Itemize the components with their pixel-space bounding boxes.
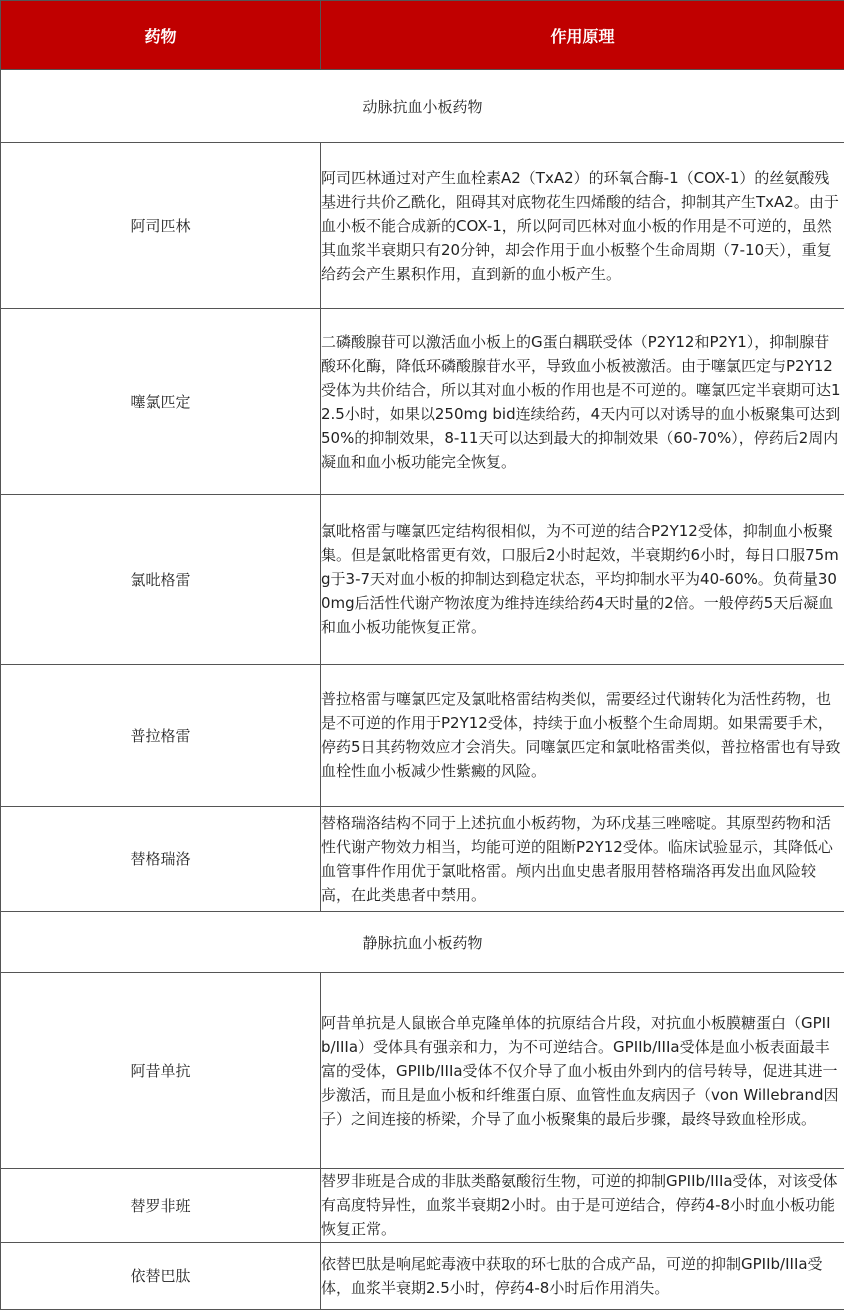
drug-name: 阿昔单抗	[1, 973, 321, 1169]
drug-name: 替格瑞洛	[1, 806, 321, 912]
table-row	[1, 664, 844, 806]
drug-name: 噻氯匹定	[1, 309, 321, 495]
table-row	[1, 1242, 844, 1309]
drug-mechanism: 替格瑞洛结构不同于上述抗血小板药物，为环戊基三唑嘧啶。其原型药物和活性代谢产物效力相当，均能可逆的阻断P2Y12受体。临床试验显示，其降低心血管事件作用优于氯吡格雷。颅内出血史患者服用替格瑞洛再发出血风险较高，在此类患者中禁用。	[321, 806, 844, 912]
drug-name: 氯吡格雷	[1, 495, 321, 665]
drug-mechanism: 替罗非班是合成的非肽类酪氨酸衍生物，可逆的抑制GPIIb/IIIa受体，对该受体有高度特异性，血浆半衰期2小时。由于是可逆结合，停药4-8小时血小板功能恢复正常。	[321, 1169, 844, 1242]
table-row	[1, 973, 844, 1169]
drug-name: 阿司匹林	[1, 143, 321, 309]
table-row	[1, 1169, 844, 1242]
drug-name: 依替巴肽	[1, 1242, 321, 1309]
table-row	[1, 495, 844, 665]
drug-mechanism: 依替巴肽是响尾蛇毒液中获取的环七肽的合成产品，可逆的抑制GPIIb/IIIa受体，血浆半衰期2.5小时，停药4-8小时后作用消失。	[321, 1242, 844, 1309]
table-row	[1, 143, 844, 309]
section-title-venous: 静脉抗血小板药物	[1, 912, 844, 973]
header-drug: 药物	[1, 1, 321, 70]
section-title-arterial: 动脉抗血小板药物	[1, 70, 844, 143]
header-mechanism: 作用原理	[321, 1, 844, 70]
drug-name: 替罗非班	[1, 1169, 321, 1242]
section-row-arterial	[1, 70, 844, 143]
table-row	[1, 309, 844, 495]
section-row-venous	[1, 912, 844, 973]
table-header-row	[1, 1, 844, 70]
drug-mechanism: 二磷酸腺苷可以激活血小板上的G蛋白耦联受体（P2Y12和P2Y1），抑制腺苷酸环化酶，降低环磷酸腺苷水平，导致血小板被激活。由于噻氯匹定与P2Y12受体为共价结合，所以其对血小板的作用也是不可逆的。噻氯匹定半衰期可达12.5小时，如果以250mg bid连续给药，4天内可以对诱导的血小板聚集可达到50%的抑制效果，8-11天可以达到最大的抑制效果（60-70%），停药后2周内凝血和血小板功能完全恢复。	[321, 309, 844, 495]
drug-mechanism: 阿司匹林通过对产生血栓素A2（TxA2）的环氧合酶-1（COX-1）的丝氨酸残基进行共价乙酰化，阻碍其对底物花生四烯酸的结合，抑制其产生TxA2。由于血小板不能合成新的COX-1，所以阿司匹林对血小板的作用是不可逆的，虽然其血浆半衰期只有20分钟，却会作用于血小板整个生命周期（7-10天），重复给药会产生累积作用，直到新的血小板产生。	[321, 143, 844, 309]
drug-mechanism: 氯吡格雷与噻氯匹定结构很相似，为不可逆的结合P2Y12受体，抑制血小板聚集。但是氯吡格雷更有效，口服后2小时起效，半衰期约6小时，每日口服75mg于3-7天对血小板的抑制达到稳定状态，平均抑制水平为40-60%。负荷量300mg后活性代谢产物浓度为维持连续给药4天时量的2倍。一般停药5天后凝血和血小板功能恢复正常。	[321, 495, 844, 665]
drug-name: 普拉格雷	[1, 664, 321, 806]
drug-mechanism: 普拉格雷与噻氯匹定及氯吡格雷结构类似，需要经过代谢转化为活性药物，也是不可逆的作用于P2Y12受体，持续于血小板整个生命周期。如果需要手术，停药5日其药物效应才会消失。同噻氯匹定和氯吡格雷类似，普拉格雷也有导致血栓性血小板减少性紫癜的风险。	[321, 664, 844, 806]
table-row	[1, 806, 844, 912]
drug-mechanism: 阿昔单抗是人鼠嵌合单克隆单体的抗原结合片段，对抗血小板膜糖蛋白（GPIIb/IIIa）受体具有强亲和力，为不可逆结合。GPIIb/IIIa受体是血小板表面最丰富的受体，GPIIb/IIIa受体不仅介导了血小板由外到内的信号转导，促进其进一步激活，而且是血小板和纤维蛋白原、血管性血友病因子（von Willebrand因子）之间连接的桥梁，介导了血小板聚集的最后步骤，最终导致血栓形成。	[321, 973, 844, 1169]
